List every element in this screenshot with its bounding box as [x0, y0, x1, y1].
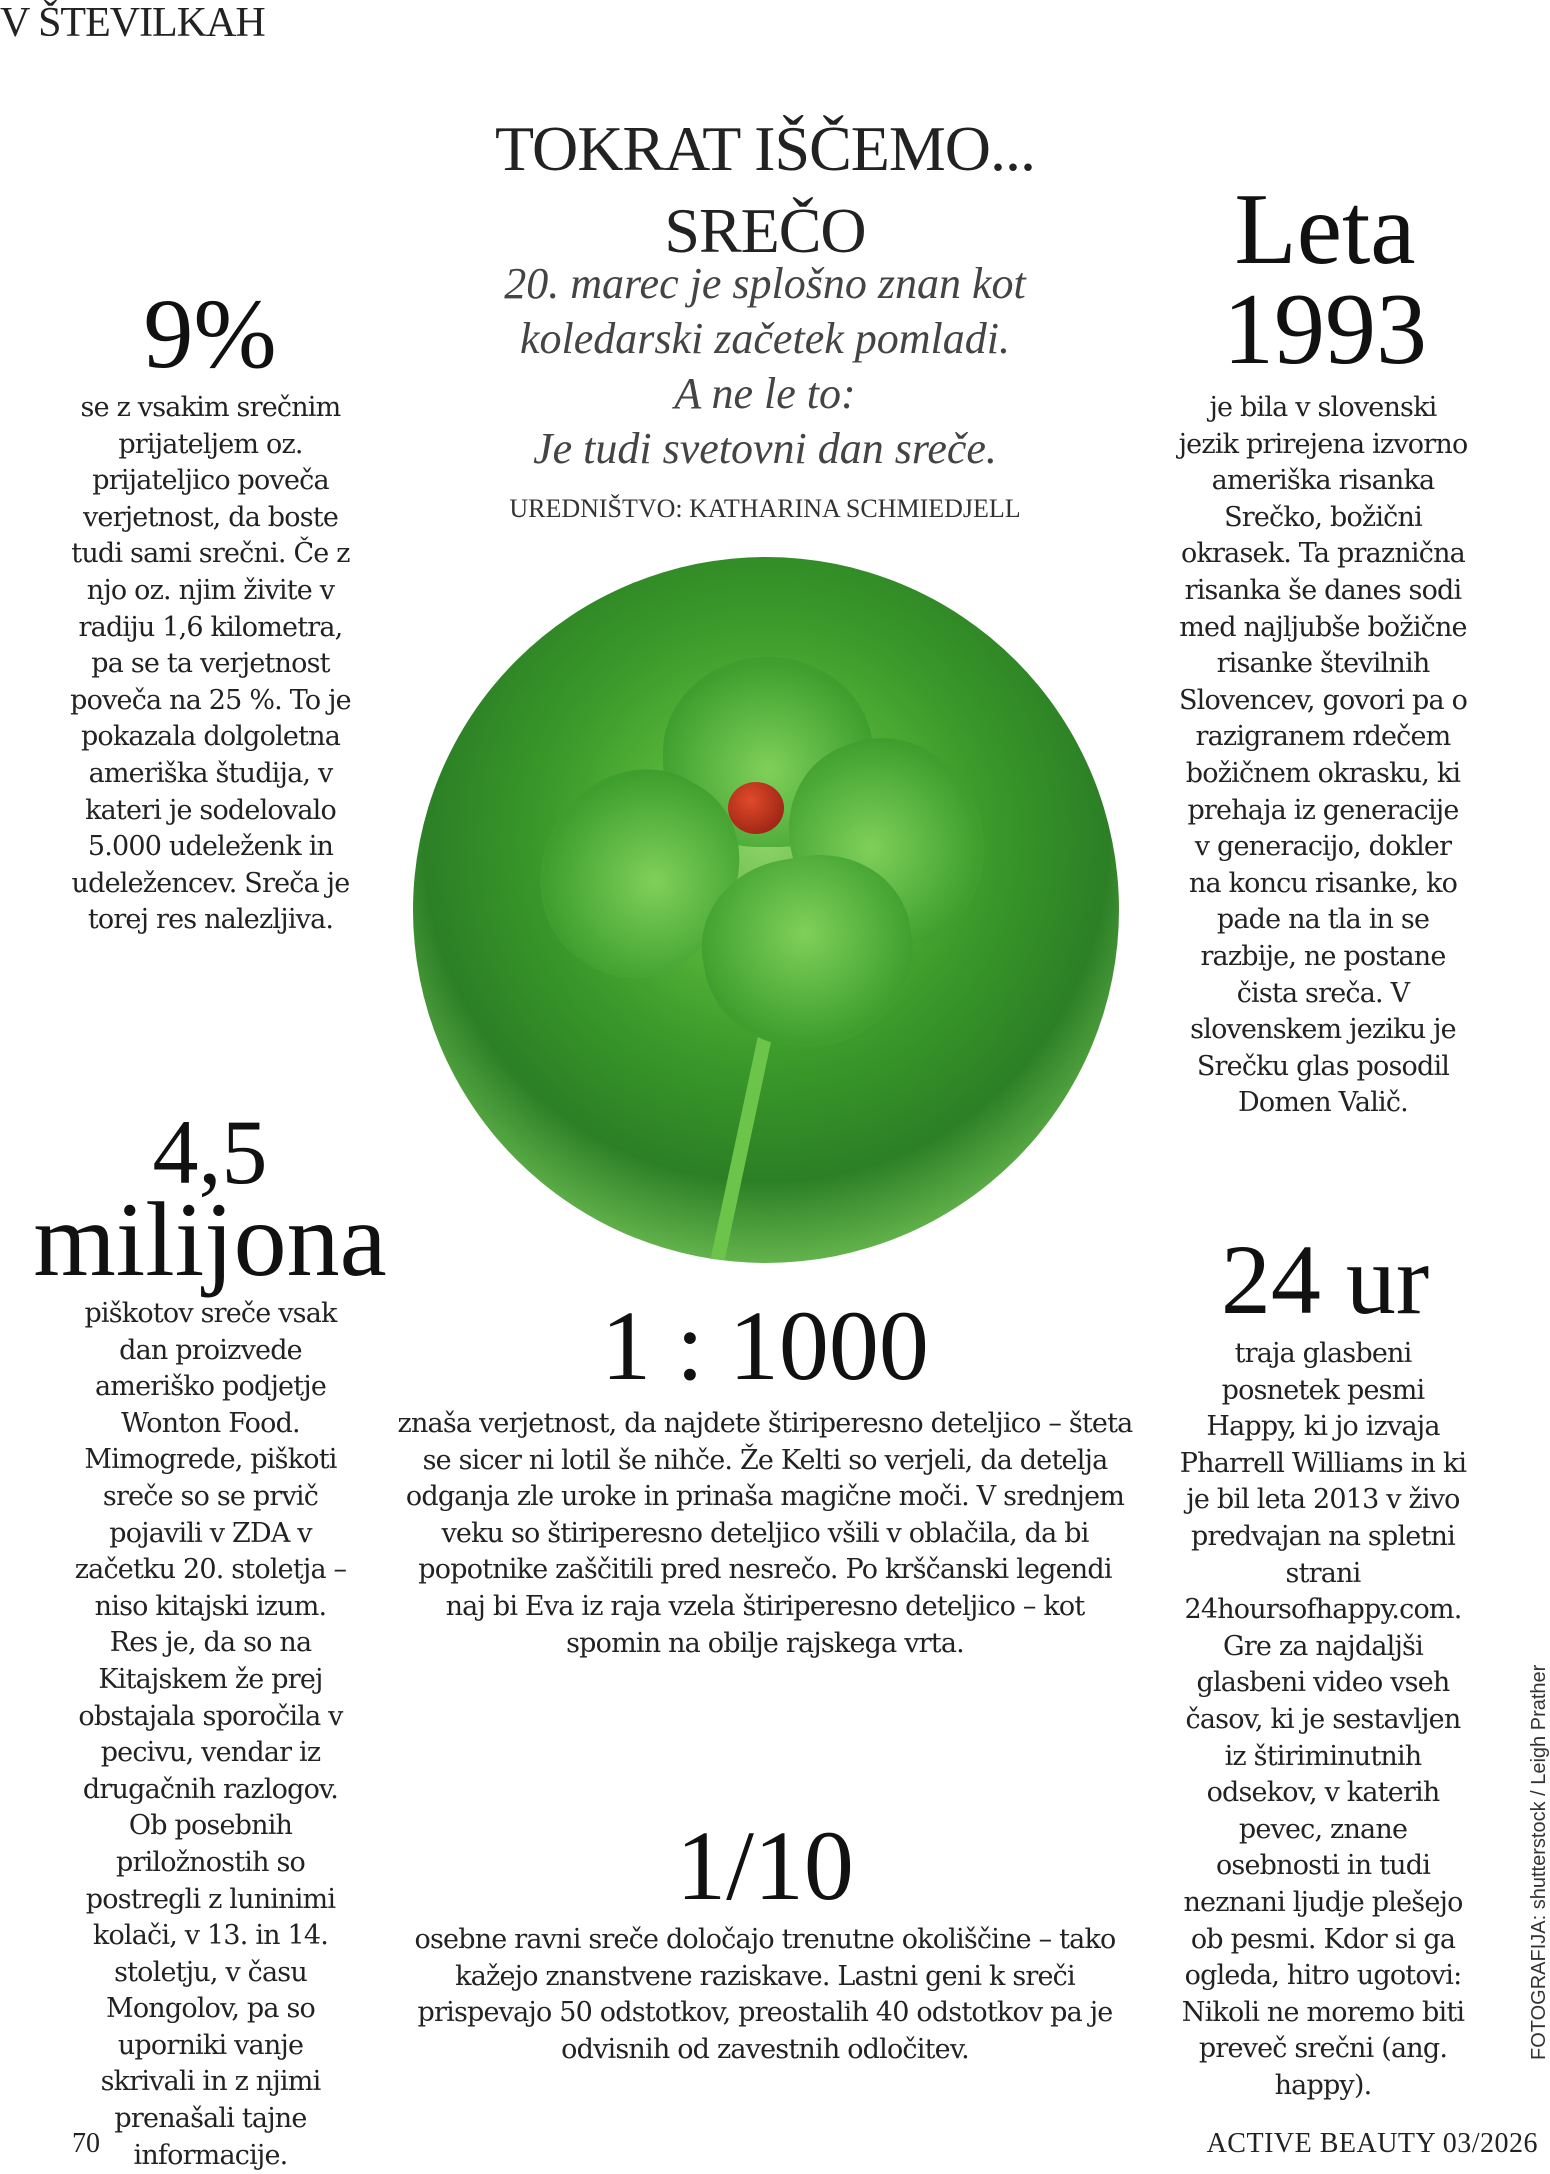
- lead-line: A ne le to:: [674, 369, 856, 418]
- page-number: 70: [72, 2128, 100, 2159]
- stat-million-text: piškotov sreče vsak dan proizvede ameriško podjetje Wonton Food. Mimogrede, piškoti sreče so se prvič pojavili v ZDA v začetku 20. stoletja – niso kitajski izum. Res je, da so na Kitajskem že prej obstajala sporočila v pecivu, vendar iz drugačnih razlogov. Ob posebnih priložnostih so postregli z luninimi kolači, v 13. in 14. stoletju, v času Mongolov, pa so uporniki vanje skrivali in z njimi prenašali tajne informacije.: [74, 1298, 347, 2171]
- stat-1-in-10: 1/10: [676, 1810, 854, 1921]
- stat-1-in-1000-text: znaša verjetnost, da najdete štiriperesno deteljico – šteta se sicer ni lotil še nihče. Že Kelti so verjeli, da detelja odganja zle uroke in prinaša magične moči. V srednjem veku so štiriperesno deteljico všili v oblačila, da bi popotnike zaščitili pred nesrečo. Po krščanski legendi naj bi Eva iz raja vzela štiriperesno deteljico – kot spomin na obilje rajskega vrta.: [397, 1408, 1133, 1659]
- stat-24-hours: 24 ur: [1220, 1224, 1430, 1335]
- stat-1993-text: je bila v slovenski jezik prirejena izvorno ameriška risanka Srečko, božični okrasek. Ta praznična risanka še danes sodi med najljubše božične risanke številnih Slovencev, govori pa o razigranem rdečem božičnem okrasku, ki prehaja iz generacije v generacijo, dokler na koncu risanke, ko pade na tla in se razbije, ne postane čista sreča. V slovenskem jeziku je Srečku glas posodil Domen Valič.: [1178, 392, 1468, 1119]
- lead-line: Je tudi svetovni dan sreče.: [533, 424, 997, 473]
- photo-credit: FOTOGRAFIJA: shutterstock / Leigh Prather: [1528, 1664, 1550, 2060]
- lead-line: koledarski začetek pomladi.: [520, 314, 1010, 363]
- ladybug-icon: [728, 782, 784, 834]
- stat-24-hours-text: traja glasbeni posnetek pesmi Happy, ki jo izvaja Pharrell Williams in ki je bil leta 2013 v živo predvajan na spletni strani 24hoursofhappy.com. Gre za najdaljši glasbeni video vseh časov, ki je sestavljen iz štiriminutnih odsekov, v katerih pevec, znane osebnosti in tudi neznani ljudje plešejo ob pesmi. Kdor si ga ogleda, hitro ugotovi: Nikoli ne moremo biti preveč srečni (ang. happy).: [1179, 1338, 1467, 2101]
- stat-9-percent: 9%: [143, 278, 277, 389]
- stat-4-5-million: [10, 1101, 410, 1298]
- stat-9-percent-text: se z vsakim srečnim prijateljem oz. prijateljico poveča verjetnost, da boste tudi sami srečni. Če z njo oz. njim živite v radiju 1,6 kilometra, pa se ta verjetnost poveča na 25 %. To je pokazala dolgoletna ameriška študija, v kateri je sodelovalo 5.000 udeleženk in udeležencev. Sreča je torej res nalezljiva.: [70, 392, 351, 936]
- stat-1993-line-2: 1993: [1223, 273, 1427, 386]
- stat-1-in-10-text: osebne ravni sreče določajo trenutne okoliščine – tako kažejo znanstvene raziskave. Lastni geni k sreči prispevajo 50 odstotkov, preostalih 40 odstotkov pa je odvisnih od zavestnih odločitev.: [414, 1924, 1116, 2065]
- magazine-issue: ACTIVE BEAUTY 03/2026: [1206, 2128, 1538, 2159]
- stat-1993: [1160, 173, 1490, 386]
- title-line-2: SREČO: [664, 195, 866, 266]
- clover-image: [413, 557, 1119, 1263]
- stat-million-line-2: milijona: [33, 1181, 387, 1298]
- lead-line: 20. marec je splošno znan kot: [504, 259, 1026, 308]
- section-label: V ŠTEVILKAH: [0, 0, 265, 46]
- stat-1993-line-1: Leta: [1234, 173, 1416, 286]
- title-line-1: TOKRAT IŠČEMO...: [495, 113, 1035, 184]
- lead: [400, 256, 1130, 476]
- byline: UREDNIŠTVO: KATHARINA SCHMIEDJELL: [509, 494, 1021, 523]
- stat-1-in-1000: 1 : 1000: [601, 1290, 929, 1401]
- page-title: [400, 108, 1130, 272]
- stat-million-line-1: 4,5: [152, 1101, 268, 1203]
